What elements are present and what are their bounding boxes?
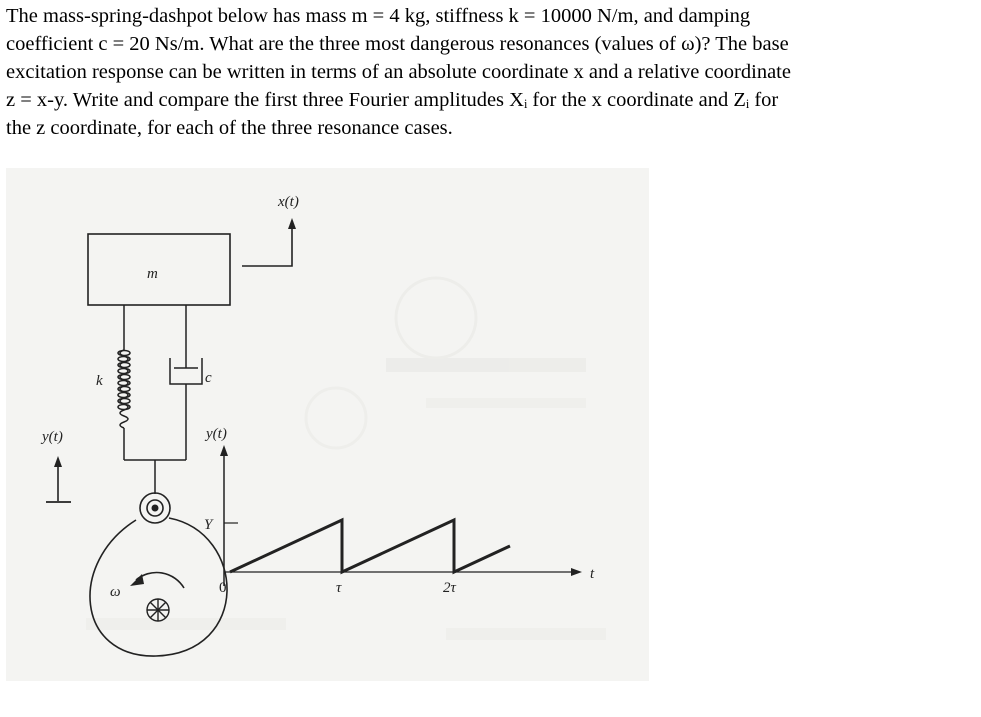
sawtooth-line <box>230 520 510 572</box>
problem-statement <box>6 2 966 142</box>
follower-roller <box>140 493 170 523</box>
problem-line: The mass-spring-dashpot below has mass m = 4 kg, stiffness k = 10000 N/m, and damping <box>6 5 751 27</box>
plot-axes <box>220 445 582 586</box>
mass-block <box>88 234 230 305</box>
dashpot <box>170 305 202 460</box>
sawtooth-waveform <box>230 520 510 572</box>
rotation-arrow <box>130 573 184 588</box>
amplitude-label: Y <box>204 517 213 533</box>
two-period-tick-label: 2τ <box>443 580 456 596</box>
plot-ylabel: y(t) <box>206 426 227 442</box>
angular-velocity-label: ω <box>110 584 121 600</box>
figure-canvas <box>6 168 649 681</box>
problem-line: z = x-y. Write and compare the first three Fourier amplitudes Xᵢ for the x coordinate and Zᵢ for <box>6 89 779 111</box>
time-axis-label: t <box>590 566 595 582</box>
problem-line: coefficient c = 20 Ns/m. What are the three most dangerous resonances (values of ω)? The base <box>6 33 789 55</box>
spring <box>118 305 130 460</box>
spring-label: k <box>96 373 103 389</box>
cam-pivot <box>147 599 169 621</box>
x-coordinate-label: x(t) <box>278 194 299 210</box>
origin-tick-label: 0 <box>219 580 227 596</box>
background-texture <box>86 278 606 640</box>
base-displacement-arrow <box>46 456 71 502</box>
damper-label: c <box>205 370 212 386</box>
problem-line: excitation response can be written in terms of an absolute coordinate x and a relative coordinate <box>6 61 791 83</box>
problem-line: the z coordinate, for each of the three resonance cases. <box>6 117 453 139</box>
mass-spring-dashpot-figure <box>6 168 649 681</box>
period-tick-label: τ <box>336 580 342 596</box>
x-displacement-arrow <box>242 218 296 266</box>
base-displacement-label: y(t) <box>42 429 63 445</box>
mass-label: m <box>147 266 158 282</box>
